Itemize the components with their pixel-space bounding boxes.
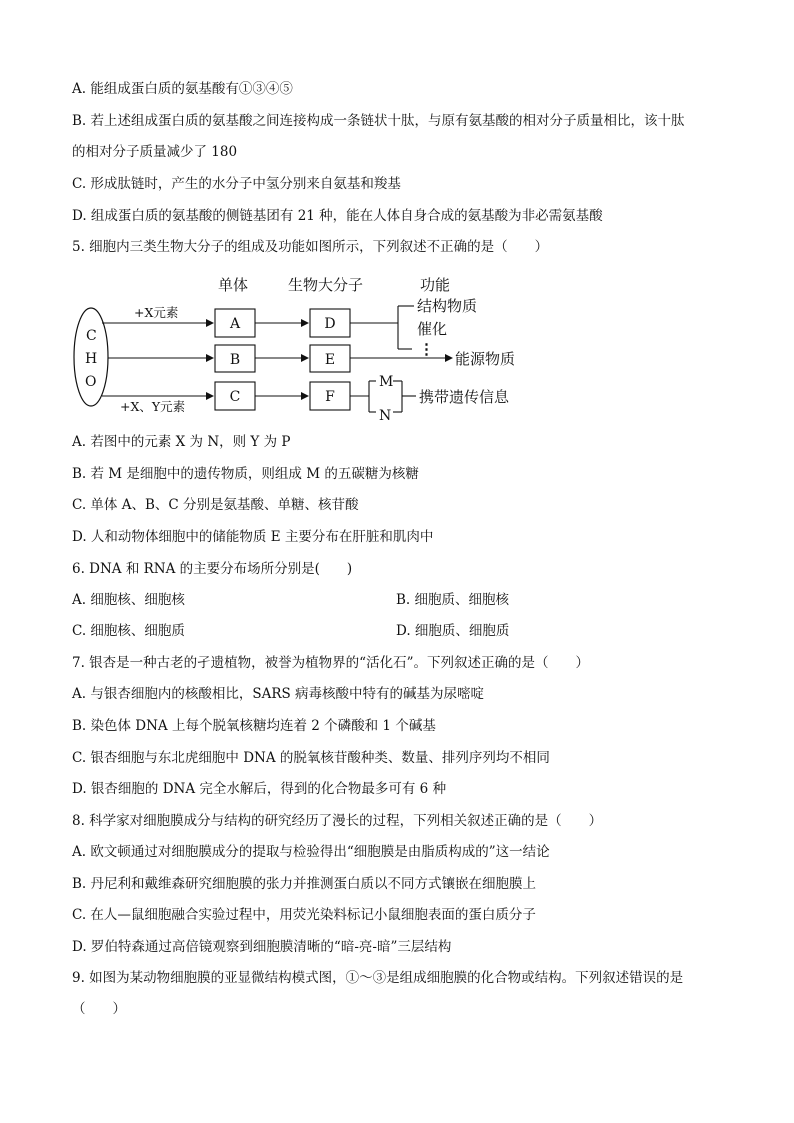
q7-stem: 7. 银杏是一种古老的孑遗植物，被誉为植物界的“活化石”。下列叙述正确的是（ ） <box>72 655 589 671</box>
oval-letter-o: O <box>85 374 97 390</box>
branch-m: M <box>379 374 394 390</box>
oval-letter-c: C <box>86 328 97 344</box>
q6-option-a: A. 细胞核、细胞核 <box>72 592 185 608</box>
q9-stem-continued: （ ） <box>72 1001 126 1017</box>
q4-option-b: B. 若上述组成蛋白质的氨基酸之间连接构成一条链状十肽，与原有氨基酸的相对分子质量相比，该十肽 <box>72 113 685 129</box>
header-monomer: 单体 <box>218 276 249 294</box>
q4-option-d: D. 组成蛋白质的氨基酸的侧链基团有 21 种，能在人体自身合成的氨基酸为非必需氨基酸 <box>72 208 603 224</box>
header-macromolecule: 生物大分子 <box>288 276 364 294</box>
q4-option-a: A. 能组成蛋白质的氨基酸有①③④⑤ <box>72 81 293 97</box>
q7-option-c: C. 银杏细胞与东北虎细胞中 DNA 的脱氧核苷酸种类、数量、排列序列均不相同 <box>72 750 550 766</box>
q8-stem: 8. 科学家对细胞膜成分与结构的研究经历了漫长的过程，下列相关叙述正确的是（ ） <box>72 813 603 829</box>
macro-label-f: F <box>325 389 335 405</box>
function-more-dots: ⋮ <box>419 340 434 358</box>
q7-option-d: D. 银杏细胞的 DNA 完全水解后，得到的化合物最多可有 6 种 <box>72 781 447 797</box>
oval-letter-h: H <box>85 351 98 367</box>
q9-stem: 9. 如图为某动物细胞膜的亚显微结构模式图，①～③是组成细胞膜的化合物或结构。下列叙述错误的是 <box>72 970 684 986</box>
q4-option-c: C. 形成肽链时，产生的水分子中氢分别来自氨基和羧基 <box>72 176 401 192</box>
arrow-bottom-label: +X、Y元素 <box>120 399 186 414</box>
q5-diagram <box>0 268 794 428</box>
macro-label-e: E <box>324 352 336 368</box>
q8-option-a: A. 欧文顿通过对细胞膜成分的提取与检验得出“细胞膜是由脂质构成的”这一结论 <box>72 844 550 860</box>
q7-option-a: A. 与银杏细胞内的核酸相比，SARS 病毒核酸中特有的碱基为尿嘧啶 <box>72 686 485 702</box>
arrow-top-label: +X元素 <box>134 305 179 320</box>
q5-option-a: A. 若图中的元素 X 为 N，则 Y 为 P <box>72 434 291 450</box>
macro-label-d: D <box>324 316 336 332</box>
function-structure: 结构物质 <box>417 297 478 315</box>
branch-n: N <box>379 408 392 424</box>
q8-option-b: B. 丹尼利和戴维森研究细胞膜的张力并推测蛋白质以不同方式镶嵌在细胞膜上 <box>72 876 537 892</box>
monomer-label-b: B <box>229 352 241 368</box>
q6-option-b: B. 细胞质、细胞核 <box>396 592 510 608</box>
q5-option-d: D. 人和动物体细胞中的储能物质 E 主要分布在肝脏和肌肉中 <box>72 529 434 545</box>
q6-option-d: D. 细胞质、细胞质 <box>396 623 510 639</box>
function-energy: 能源物质 <box>455 350 516 368</box>
q5-option-b: B. 若 M 是细胞中的遗传物质，则组成 M 的五碳糖为核糖 <box>72 466 419 482</box>
function-catalysis: 催化 <box>417 320 448 338</box>
q5-option-c: C. 单体 A、B、C 分别是氨基酸、单糖、核苷酸 <box>72 497 359 513</box>
monomer-label-c: C <box>229 389 241 405</box>
q4-option-b-continued: 的相对分子质量减少了 180 <box>72 144 238 160</box>
q7-option-b: B. 染色体 DNA 上每个脱氧核糖均连着 2 个磷酸和 1 个碱基 <box>72 718 436 734</box>
monomer-label-a: A <box>229 316 241 332</box>
q8-option-d: D. 罗伯特森通过高倍镜观察到细胞膜清晰的“暗-亮-暗”三层结构 <box>72 939 452 955</box>
q6-option-c: C. 细胞核、细胞质 <box>72 623 185 639</box>
q6-stem: 6. DNA 和 RNA 的主要分布场所分别是( ) <box>72 561 353 577</box>
q5-stem: 5. 细胞内三类生物大分子的组成及功能如图所示，下列叙述不正确的是（ ） <box>72 239 549 255</box>
function-genetic: 携带遗传信息 <box>419 388 510 406</box>
header-function: 功能 <box>420 276 451 294</box>
q8-option-c: C. 在人—鼠细胞融合实验过程中，用荧光染料标记小鼠细胞表面的蛋白质分子 <box>72 907 536 923</box>
